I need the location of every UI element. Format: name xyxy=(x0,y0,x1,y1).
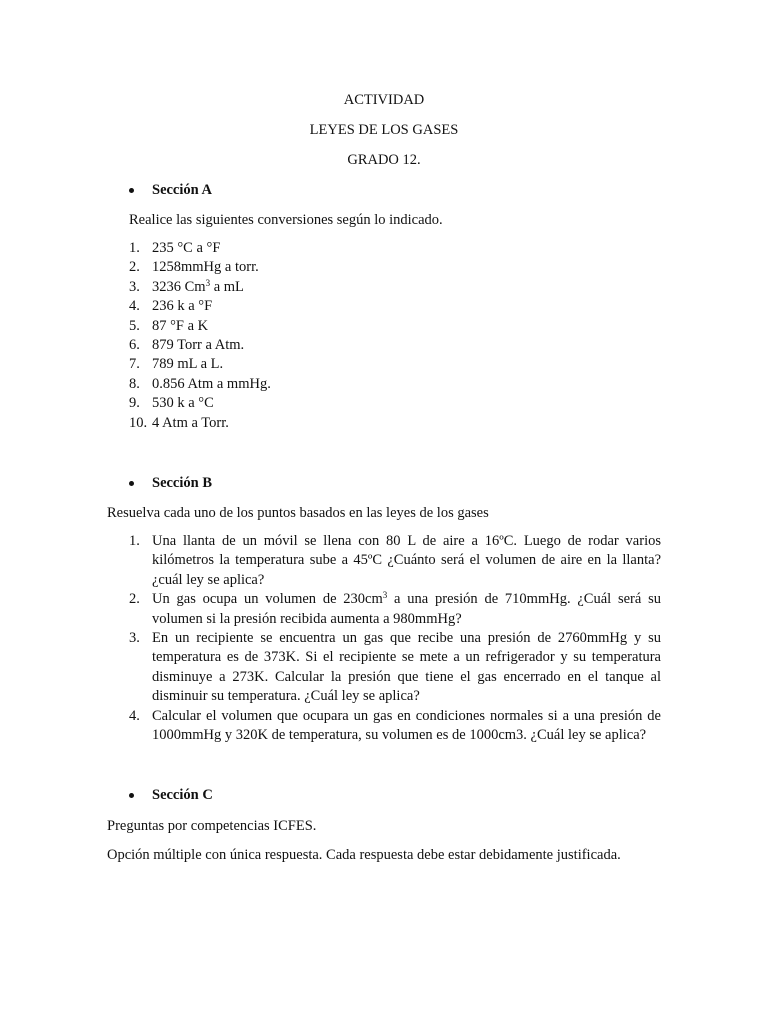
list-item: 4. Calcular el volumen que ocupara un gas en condiciones normales si a una presión de 1000mmHg y 320K de temperatura, su volumen es de 1000cm3. ¿Cuál ley se aplica? xyxy=(129,707,661,744)
doc-grade: GRADO 12. xyxy=(347,152,421,168)
doc-subtitle: LEYES DE LOS GASES xyxy=(309,122,459,138)
section-b-title: Sección B xyxy=(152,475,213,491)
list-item: 2. Un gas ocupa un volumen de $230cm^3$ a una presión de 710mmHg. ¿Cuál será su volumen si la presión recibida aumenta a 980mmHg? xyxy=(129,590,661,627)
list-item: 8. 0.856 Atm a mmHg. xyxy=(129,375,271,392)
list-item: 6. 879 Torr a Atm. xyxy=(129,337,245,354)
section-c-title: Sección C xyxy=(152,787,213,803)
section-a-list xyxy=(129,239,649,433)
section-b-instruction: Resuelva cada uno de los puntos basados en las leyes de los gases xyxy=(107,505,489,521)
list-item: 3. En un recipiente se encuentra un gas que recibe una presión de 2760mmHg y su temperatura es de 373K. Si el recipiente se mete a un refrigerador y su temperatura disminuye a 273K. Calcular la presión que tiene el gas encerrado en el tanque al disminuir su temperatura. ¿Cuál ley se aplica? xyxy=(129,630,661,705)
list-item: 9. 530 k a °C xyxy=(129,395,214,412)
list-item: 1. 235 °C a °F xyxy=(129,240,221,256)
section-a-title: Sección A xyxy=(152,182,213,198)
section-c-line-1: Preguntas por competencias ICFES. xyxy=(107,818,317,834)
bullet-icon xyxy=(129,793,134,798)
section-a-instruction: Realice las siguientes conversiones según lo indicado. xyxy=(129,212,443,228)
list-item: 7. 789 mL a L. xyxy=(129,356,224,373)
bullet-icon xyxy=(129,188,134,193)
list-item: 3. 3236 Cm$^3$ a mL xyxy=(129,277,244,295)
list-item: 2. 1258mmHg a torr. xyxy=(129,259,259,276)
list-item: 1. Una llanta de un móvil se llena con 80 L de aire a 16ºC. Luego de rodar varios kilómetros la temperatura sube a 45ºC ¿Cuánto será el volumen de aire en la llanta? ¿cuál ley se aplica? xyxy=(129,533,661,588)
bullet-icon xyxy=(129,481,134,486)
list-item: 5. 87 °F a K xyxy=(129,317,209,334)
section-b-list xyxy=(129,532,661,745)
doc-title: ACTIVIDAD xyxy=(343,92,425,108)
list-item: 10. 4 Atm a Torr. xyxy=(129,414,229,431)
section-c-line-2: Opción múltiple con única respuesta. Cada respuesta debe estar debidamente justificada. xyxy=(107,847,621,863)
list-item: 4. 236 k a °F xyxy=(129,298,213,315)
